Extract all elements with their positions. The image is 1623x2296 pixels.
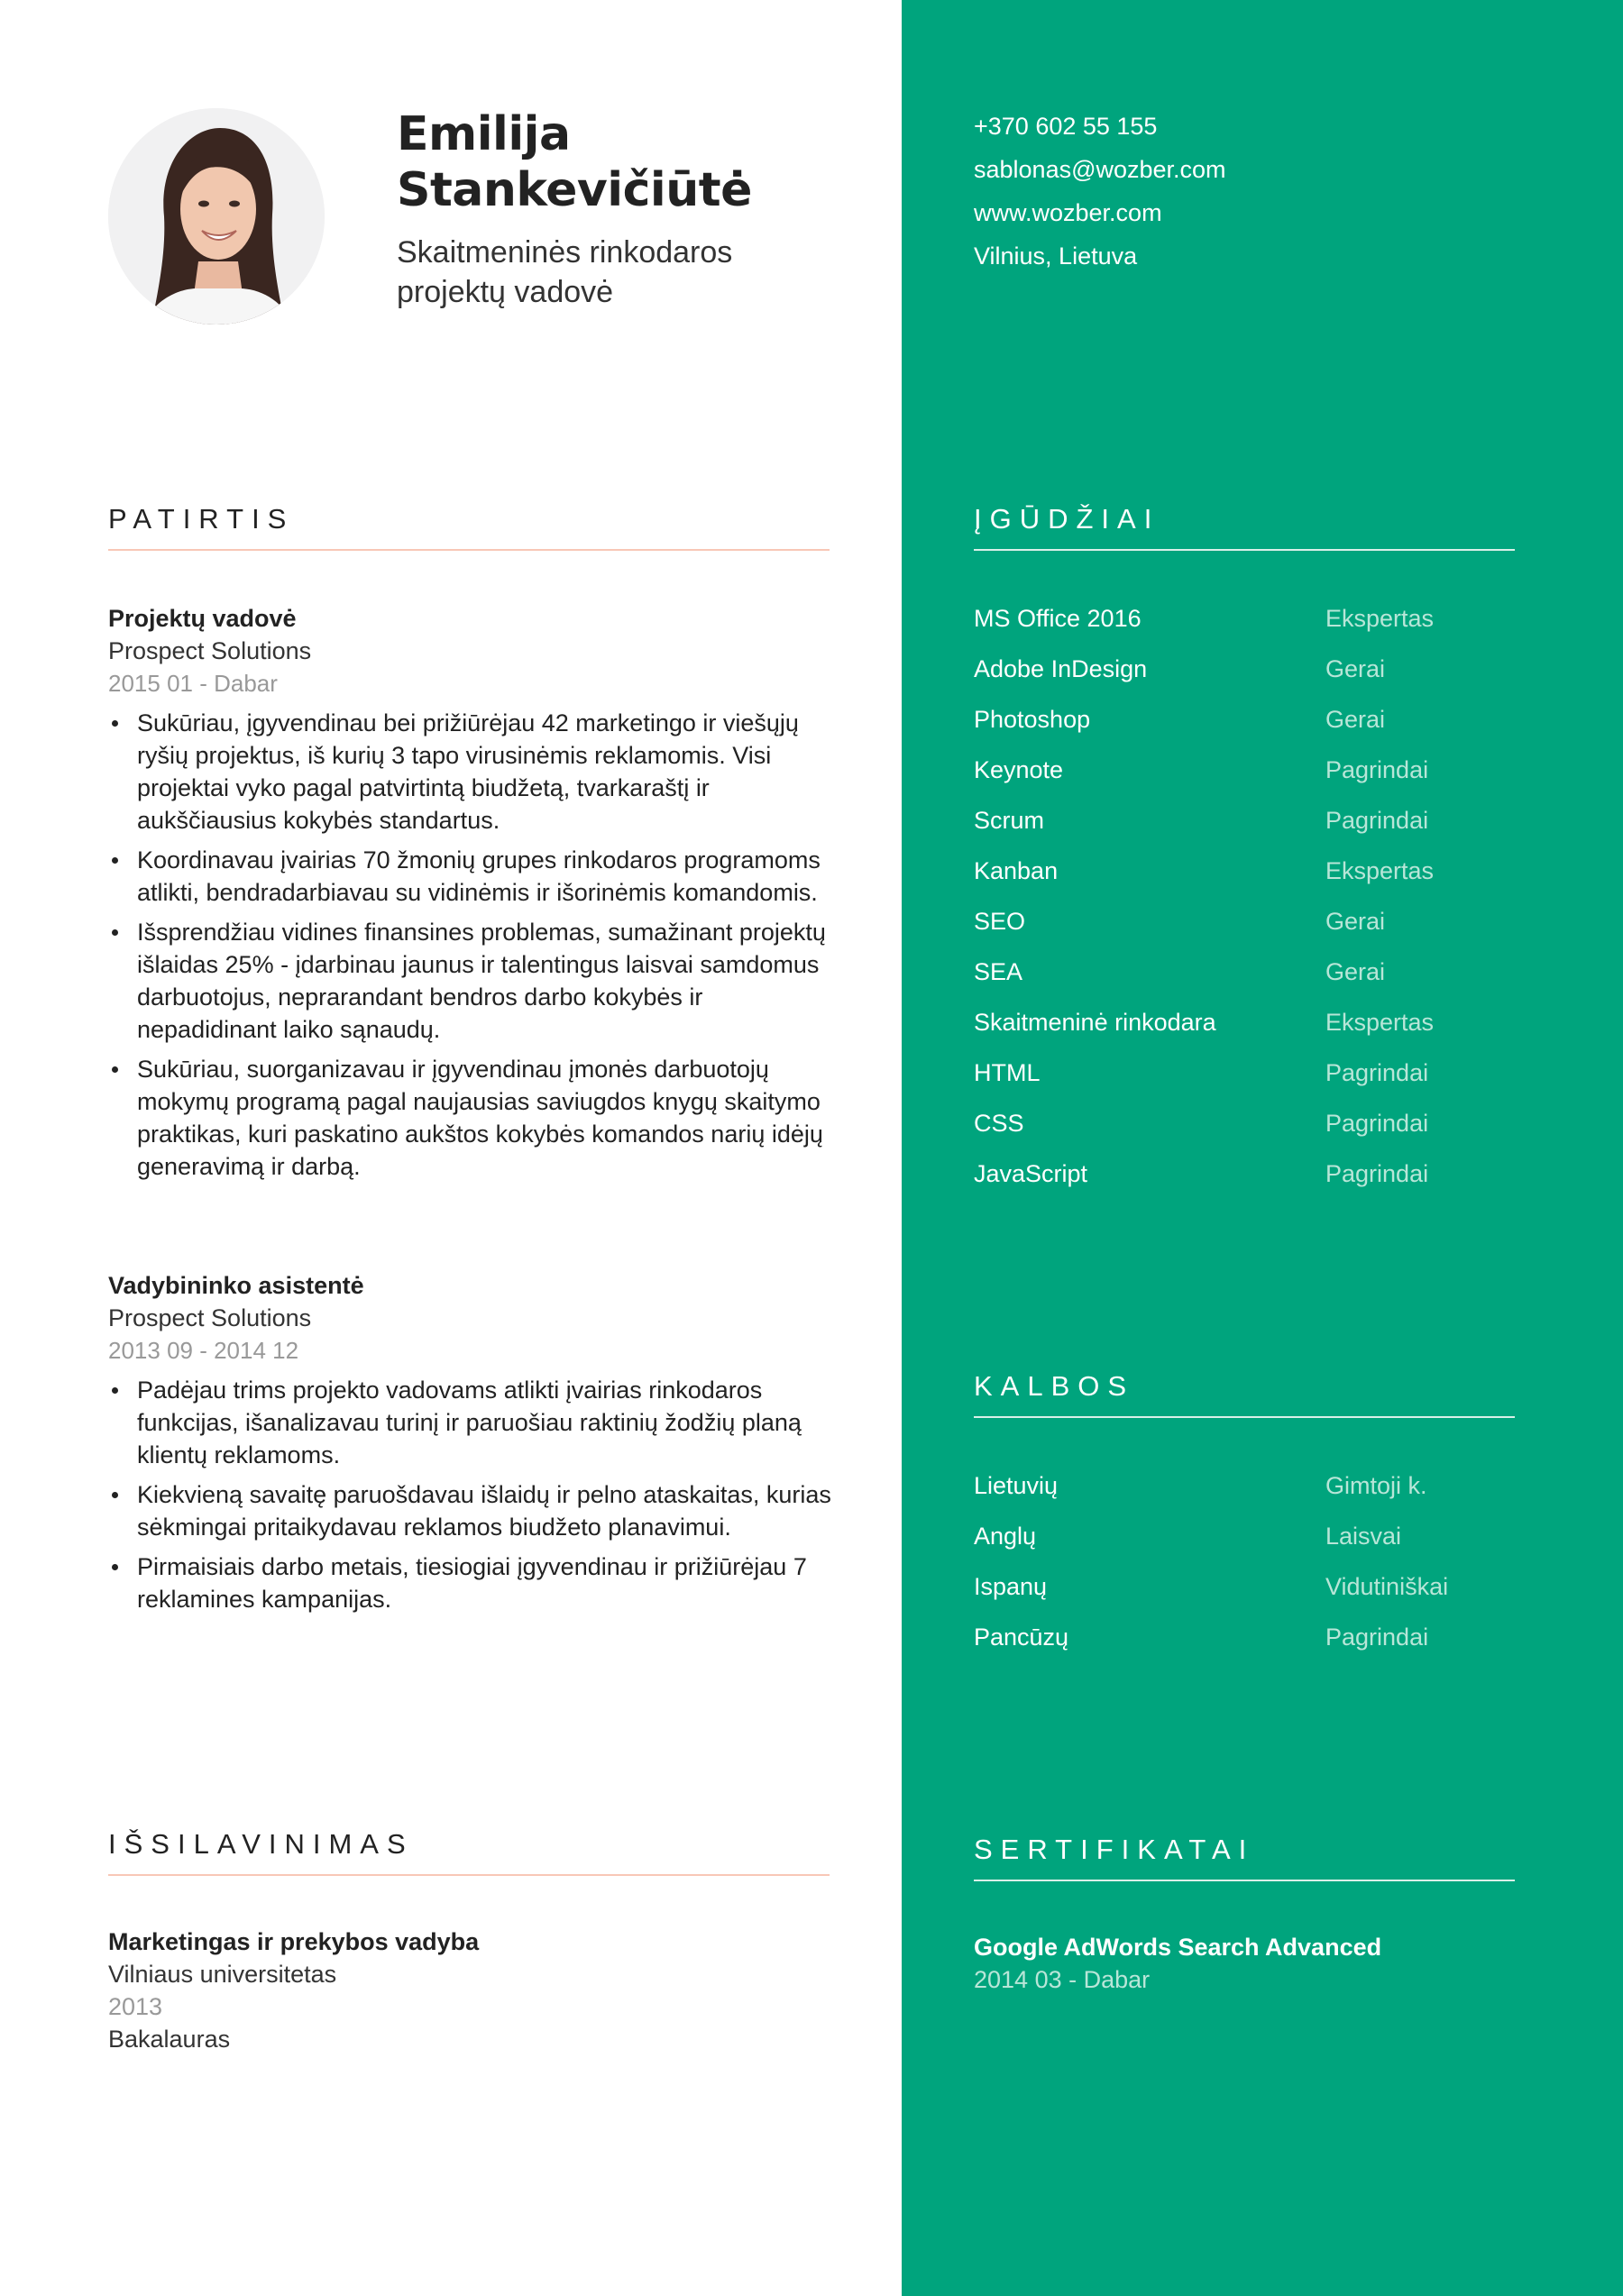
skill-level: Gerai bbox=[1325, 654, 1386, 682]
contact-phone: +370 602 55 155 bbox=[974, 113, 1158, 140]
skill-level: Gerai bbox=[1325, 907, 1386, 935]
language-name: Ispanų bbox=[974, 1572, 1048, 1600]
skill-level: Gerai bbox=[1325, 957, 1386, 985]
list-item: Išsprendžiau vidines finansines problemas, sumažinant projektų išlaidas 25% - įdarbinau jaunus ir talentingus laisvai samdomus darbuotojus, neprarandant bendros darbo kokybės ir nepadidinant laiko sąnaudų. bbox=[108, 916, 848, 1046]
language-row bbox=[974, 1460, 1533, 1511]
skill-row bbox=[974, 795, 1533, 846]
person-first-name: Emilija bbox=[397, 107, 571, 161]
language-level: Laisvai bbox=[1325, 1522, 1402, 1550]
job-entry-2 bbox=[108, 1269, 848, 1623]
language-name: Lietuvių bbox=[974, 1471, 1059, 1499]
skill-row bbox=[974, 1047, 1533, 1098]
experience-heading: PATIRTIS bbox=[108, 503, 295, 535]
list-item: Sukūriau, įgyvendinau bei prižiūrėjau 42 marketingo ir viešųjų ryšių projektus, iš kurių 3 tapo virusinėmis reklamomis. Visi projektai vyko pagal patvirtintą biudžetą, tvarkaraštį ir aukščiausius kokybės standartus. bbox=[108, 707, 848, 837]
skills-divider bbox=[974, 549, 1515, 551]
education-entry bbox=[108, 1926, 830, 2055]
certificates-heading: SERTIFIKATAI bbox=[974, 1834, 1255, 1865]
skill-name: SEO bbox=[974, 907, 1026, 935]
skill-name: JavaScript bbox=[974, 1159, 1088, 1187]
list-item: Pirmaisiais darbo metais, tiesiogiai įgyvendinau ir prižiūrėjau 7 reklamines kampanijas. bbox=[108, 1550, 848, 1615]
person-name bbox=[397, 106, 866, 218]
contact-block bbox=[974, 105, 1226, 278]
skill-row bbox=[974, 745, 1533, 795]
skill-row bbox=[974, 997, 1533, 1047]
skill-row bbox=[974, 1148, 1533, 1199]
skills-heading: ĮGŪDŽIAI bbox=[974, 503, 1160, 535]
skill-level: Pagrindai bbox=[1325, 806, 1429, 834]
education-heading: IŠSILAVINIMAS bbox=[108, 1828, 414, 1860]
role-line-1: Skaitmeninės rinkodaros bbox=[397, 235, 733, 270]
certificate-name: Google AdWords Search Advanced bbox=[974, 1934, 1382, 1961]
skill-name: Adobe InDesign bbox=[974, 654, 1148, 682]
certificate-dates: 2014 03 - Dabar bbox=[974, 1966, 1151, 1993]
job-dates: 2015 01 - Dabar bbox=[108, 670, 278, 697]
skill-name: Keynote bbox=[974, 755, 1064, 783]
skill-name: Photoshop bbox=[974, 705, 1091, 733]
certificate-entry bbox=[974, 1931, 1381, 1996]
skill-level: Ekspertas bbox=[1325, 856, 1435, 884]
job-dates: 2013 09 - 2014 12 bbox=[108, 1337, 299, 1364]
education-divider bbox=[108, 1874, 830, 1876]
skill-name: HTML bbox=[974, 1058, 1041, 1086]
list-item: Sukūriau, suorganizavau ir įgyvendinau įmonės darbuotojų mokymų programą pagal naujausias saviugdos knygų skaitymo praktikas, kuri paskatino aukštos kokybės komandos narių idėjų generavimą ir darbą. bbox=[108, 1053, 848, 1183]
sidebar-column bbox=[902, 0, 1623, 2296]
skill-row bbox=[974, 644, 1533, 694]
skill-name: Skaitmeninė rinkodara bbox=[974, 1008, 1216, 1036]
education-school: Vilniaus universitetas bbox=[108, 1961, 337, 1988]
job-bullets bbox=[108, 1374, 848, 1615]
skill-level: Pagrindai bbox=[1325, 1058, 1429, 1086]
job-title: Vadybininko asistentė bbox=[108, 1272, 364, 1299]
job-title: Projektų vadovė bbox=[108, 605, 297, 632]
education-year: 2013 bbox=[108, 1993, 163, 2020]
list-item: Koordinavau įvairias 70 žmonių grupes rinkodaros programoms atlikti, bendradarbiavau su vidinėmis ir išorinėmis komandomis. bbox=[108, 844, 848, 909]
skill-name: SEA bbox=[974, 957, 1023, 985]
skill-name: Kanban bbox=[974, 856, 1059, 884]
role-line-2: projektų vadovė bbox=[397, 275, 614, 309]
language-level: Vidutiniškai bbox=[1325, 1572, 1449, 1600]
skill-row bbox=[974, 593, 1533, 644]
language-row bbox=[974, 1561, 1533, 1612]
skill-name: CSS bbox=[974, 1109, 1024, 1137]
language-row bbox=[974, 1612, 1533, 1662]
experience-divider bbox=[108, 549, 830, 551]
profile-photo-image bbox=[108, 108, 325, 325]
skill-level: Ekspertas bbox=[1325, 604, 1435, 632]
person-last-name: Stankevičiūtė bbox=[397, 163, 752, 217]
profile-photo bbox=[108, 108, 325, 325]
languages-list bbox=[974, 1460, 1533, 1662]
education-level: Bakalauras bbox=[108, 2026, 231, 2053]
language-level: Gimtoji k. bbox=[1325, 1471, 1427, 1499]
list-item: Padėjau trims projekto vadovams atlikti įvairias rinkodaros funkcijas, išanalizavau turinį ir paruošiau raktinių žodžių planą klientų reklamoms. bbox=[108, 1374, 848, 1471]
skill-level: Pagrindai bbox=[1325, 755, 1429, 783]
skill-row bbox=[974, 694, 1533, 745]
person-role bbox=[397, 233, 866, 312]
languages-heading: KALBOS bbox=[974, 1370, 1135, 1402]
skill-row bbox=[974, 896, 1533, 947]
certificates-divider bbox=[974, 1880, 1515, 1881]
job-company: Prospect Solutions bbox=[108, 637, 312, 664]
languages-divider bbox=[974, 1416, 1515, 1418]
skill-level: Pagrindai bbox=[1325, 1159, 1429, 1187]
skill-name: Scrum bbox=[974, 806, 1045, 834]
language-name: Pancūzų bbox=[974, 1623, 1069, 1651]
contact-website: www.wozber.com bbox=[974, 199, 1162, 226]
skill-name: MS Office 2016 bbox=[974, 604, 1142, 632]
skill-row bbox=[974, 1098, 1533, 1148]
job-bullets bbox=[108, 707, 848, 1183]
contact-location: Vilnius, Lietuva bbox=[974, 242, 1138, 270]
skill-row bbox=[974, 846, 1533, 896]
list-item: Kiekvieną savaitę paruošdavau išlaidų ir pelno ataskaitas, kurias sėkmingai pritaikydavau reklamos biudžeto planavimui. bbox=[108, 1478, 848, 1543]
language-row bbox=[974, 1511, 1533, 1561]
education-degree: Marketingas ir prekybos vadyba bbox=[108, 1928, 480, 1955]
language-name: Anglų bbox=[974, 1522, 1037, 1550]
language-level: Pagrindai bbox=[1325, 1623, 1429, 1651]
contact-email: sablonas@wozber.com bbox=[974, 156, 1226, 183]
skill-level: Ekspertas bbox=[1325, 1008, 1435, 1036]
skill-row bbox=[974, 947, 1533, 997]
skill-level: Pagrindai bbox=[1325, 1109, 1429, 1137]
job-company: Prospect Solutions bbox=[108, 1304, 312, 1331]
skill-level: Gerai bbox=[1325, 705, 1386, 733]
skills-list bbox=[974, 593, 1533, 1199]
job-entry-1 bbox=[108, 602, 848, 1190]
